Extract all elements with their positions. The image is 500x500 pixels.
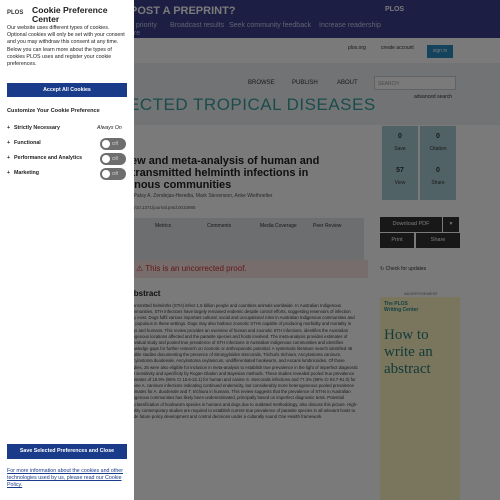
cookie-category-functional[interactable] [7, 140, 41, 146]
plos-logo: PLOS [7, 10, 24, 16]
always-on-label: Always On [97, 125, 122, 131]
toggle-knob [102, 155, 110, 163]
toggle-state: Off [112, 171, 118, 176]
plus-icon: + [7, 140, 11, 146]
toggle-state: Off [112, 156, 118, 161]
category-label: Strictly Necessary [14, 125, 60, 131]
cookie-category-marketing[interactable] [7, 170, 39, 176]
accept-all-cookies-button[interactable]: Accept All Cookies [7, 83, 127, 97]
performance-toggle[interactable] [100, 153, 126, 165]
cookie-panel-description: Our website uses different types of cookies. Optional cookies will only be set with your consent and you may withdraw this consent at any time. Below you can learn more about the types of cookies PLOS uses and register your cookie preferences. [7, 25, 125, 68]
toggle-state: Off [112, 141, 118, 146]
plus-icon: + [7, 155, 11, 161]
cookie-policy-link[interactable]: For more information about the cookies and other technologies used by us, please read our Cookie Policy. [7, 468, 124, 489]
category-label: Functional [14, 140, 41, 146]
category-label: Marketing [14, 170, 40, 176]
plus-icon: + [7, 125, 11, 131]
customize-heading: Customize Your Cookie Preference [7, 108, 100, 114]
marketing-toggle[interactable] [100, 168, 126, 180]
cookie-category-strictly-necessary[interactable] [7, 125, 60, 131]
toggle-knob [102, 170, 110, 178]
cookie-panel-title: Cookie Preference Center [32, 5, 108, 24]
plus-icon: + [7, 170, 11, 176]
category-label: Performance and Analytics [14, 155, 83, 161]
cookie-category-performance[interactable] [7, 155, 82, 161]
functional-toggle[interactable] [100, 138, 126, 150]
save-preferences-button[interactable]: Save Selected Preferences and Close [7, 444, 127, 459]
cookie-preference-panel [0, 0, 134, 500]
toggle-knob [102, 140, 110, 148]
